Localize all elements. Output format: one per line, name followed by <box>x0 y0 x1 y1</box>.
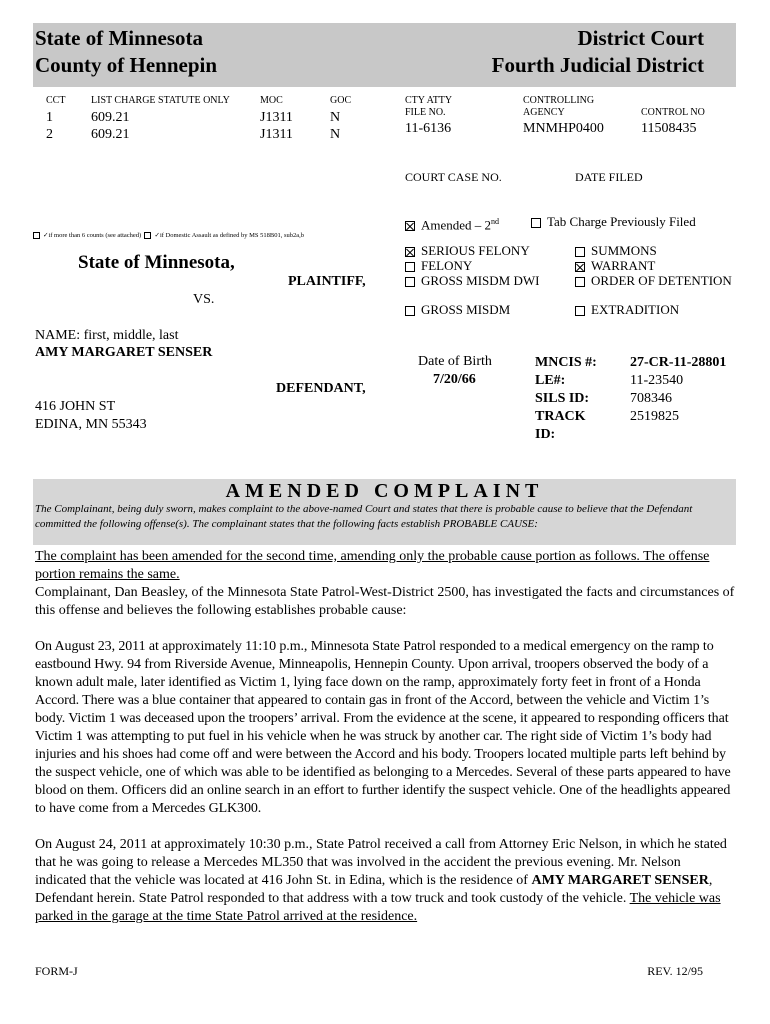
vs-label: VS. <box>193 292 215 307</box>
checkbox-empty-icon <box>405 262 415 272</box>
warrant-checkbox[interactable]: WARRANT <box>575 258 655 273</box>
controlling-agency-label: CONTROLLING AGENCY <box>523 95 595 118</box>
charge-moc: J1311 <box>260 127 293 142</box>
controlling-agency-value: MNMHP0400 <box>523 121 604 136</box>
id-labels <box>535 354 597 444</box>
le-label: LE#: <box>535 373 566 388</box>
footer-rev: REV. 12/95 <box>647 964 703 978</box>
control-no-value: 11508435 <box>641 121 697 136</box>
summons-checkbox[interactable]: SUMMONS <box>575 243 657 258</box>
counts-note: ✓if more than 6 counts (see attached) ✓if Domestic Assault as defined by MS 518B01, sub2a,b <box>33 232 304 240</box>
order-detention-checkbox[interactable]: ORDER OF DETENTION <box>575 273 732 288</box>
charge-goc: N <box>330 127 341 142</box>
serious-felony-checkbox[interactable]: SERIOUS FELONY <box>405 243 530 258</box>
charge-cct: 2 <box>46 127 53 142</box>
charge-moc: J1311 <box>260 110 293 125</box>
date-filed-label: DATE FILED <box>575 170 643 184</box>
checkbox-empty-icon <box>144 232 151 239</box>
mncis-label: MNCIS #: <box>535 355 597 370</box>
defendant-label: DEFENDANT, <box>276 381 366 396</box>
checkbox-checked-icon <box>405 247 415 257</box>
charge-statute: 609.21 <box>91 110 130 125</box>
dob-label: Date of Birth <box>418 354 492 369</box>
sils-label: SILS ID: <box>535 391 590 406</box>
gross-misdm-dwi-checkbox[interactable]: GROSS MISDM DWI <box>405 273 539 288</box>
complaint-title: AMENDED COMPLAINT <box>225 480 544 502</box>
track-label: TRACK <box>535 409 586 424</box>
checkbox-checked-icon <box>575 262 585 272</box>
dob-value: 7/20/66 <box>433 372 476 387</box>
checkbox-empty-icon <box>575 247 585 257</box>
address-line2: EDINA, MN 55343 <box>35 417 147 432</box>
gross-misdm-checkbox[interactable]: GROSS MISDM <box>405 302 510 317</box>
cty-atty-value: 11-6136 <box>405 121 452 136</box>
complaint-intro: The Complainant, being duly sworn, makes complaint to the above-named Court and states that there is probable cause to believe that the Defendant committed the following offense(s). The complainant states that the following facts establish PROBABLE CAUSE: <box>35 503 693 530</box>
checkbox-empty-icon <box>405 306 415 316</box>
complaint-body <box>35 548 735 926</box>
paragraph-2: On August 24, 2011 at approximately 10:30 p.m., State Patrol received a call from Attorney Eric Nelson, in which he stated that he was going to release a Mercedes ML350 that was involved in the accident the previous evening. Mr. Nelson indicated that the vehicle was located at 416 John St. in Edina, which is the residence of AMY MARGARET SENSER, Defendant herein. State Patrol responded to that address with a tow truck and took custody of the vehicle. The vehicle was parked in the garage at the time State Patrol arrived at the residence. <box>35 837 727 924</box>
header-district: Fourth Judicial District <box>491 53 704 77</box>
cty-atty-label: CTY ATTY FILE NO. <box>405 95 453 118</box>
extradition-checkbox[interactable]: EXTRADITION <box>575 302 679 317</box>
name-label: NAME: first, middle, last <box>35 328 179 343</box>
checkbox-empty-icon <box>575 306 585 316</box>
mncis-value: 27-CR-11-28801 <box>630 355 727 370</box>
felony-checkbox[interactable]: FELONY <box>405 258 472 273</box>
tab-charge-checkbox[interactable]: Tab Charge Previously Filed <box>531 214 696 229</box>
header-county: County of Hennepin <box>35 53 218 77</box>
checkbox-empty-icon <box>33 232 40 239</box>
address-line1: 416 JOHN ST <box>35 399 116 414</box>
control-no-label: CONTROL NO <box>641 107 705 118</box>
plaintiff-name: State of Minnesota, <box>78 252 235 273</box>
court-case-label: COURT CASE NO. <box>405 170 502 184</box>
charge-statute: 609.21 <box>91 127 130 142</box>
col-cct: CCT <box>46 95 66 106</box>
amend-note: The complaint has been amended for the second time, amending only the probable cause portion as follows. The offense portion remains the same. <box>35 549 710 582</box>
id-values <box>630 354 726 426</box>
col-goc: GOC <box>330 95 352 106</box>
charge-cct: 1 <box>46 110 53 125</box>
paragraph-1: On August 23, 2011 at approximately 11:10 p.m., Minnesota State Patrol responded to a medical emergency on the ramp to eastbound Hwy. 94 from Riverside Avenue, Minneapolis, Hennepin County. Upon arrival, troopers observed the body of a known adult male, later identified as Victim 1, lying face down on the ramp, approximately forty feet in front of a Honda Accord. There was a blue container that appeared to contain gas in front of the Accord, between the vehicle and Victim 1’s body. Victim 1 was deceased upon the troopers’ arrival. From the evidence at the scene, it appeared to responding officers that Victim 1 was attempting to put fuel in his vehicle when he was struck by another car. The right side of Victim 1’s body had injuries and his shoes had come off and were between the Accord and his body. Troopers located multiple parts left behind by the suspect vehicle, one of which was able to be identified as belonging to a Mercedes. Several of these parts appeared to have blood on them. Officers did an online search in an effort to further identify the suspect vehicle. One of the headlights appeared to have come from a Mercedes GLK300. <box>35 639 731 816</box>
track-value: 2519825 <box>630 409 679 424</box>
header-state: State of Minnesota <box>35 26 203 50</box>
sils-value: 708346 <box>630 391 672 406</box>
complainant-paragraph: Complainant, Dan Beasley, of the Minnesota State Patrol-West-District 2500, has investigated the facts and circumstances of this offense and believes the following establishes probable cause: <box>35 585 735 618</box>
col-statute: LIST CHARGE STATUTE ONLY <box>91 95 230 106</box>
plaintiff-label: PLAINTIFF, <box>288 274 366 289</box>
track-id-label: ID: <box>535 427 556 442</box>
checkbox-empty-icon <box>531 218 541 228</box>
checkbox-checked-icon <box>405 221 415 231</box>
checkbox-empty-icon <box>405 277 415 287</box>
charge-goc: N <box>330 110 341 125</box>
footer-form: FORM-J <box>35 964 78 978</box>
amended-checkbox[interactable]: Amended – 2nd <box>405 214 499 232</box>
col-moc: MOC <box>260 95 283 106</box>
le-value: 11-23540 <box>630 373 684 388</box>
defendant-name: AMY MARGARET SENSER <box>35 345 213 360</box>
checkbox-empty-icon <box>575 277 585 287</box>
header-court: District Court <box>577 26 704 50</box>
